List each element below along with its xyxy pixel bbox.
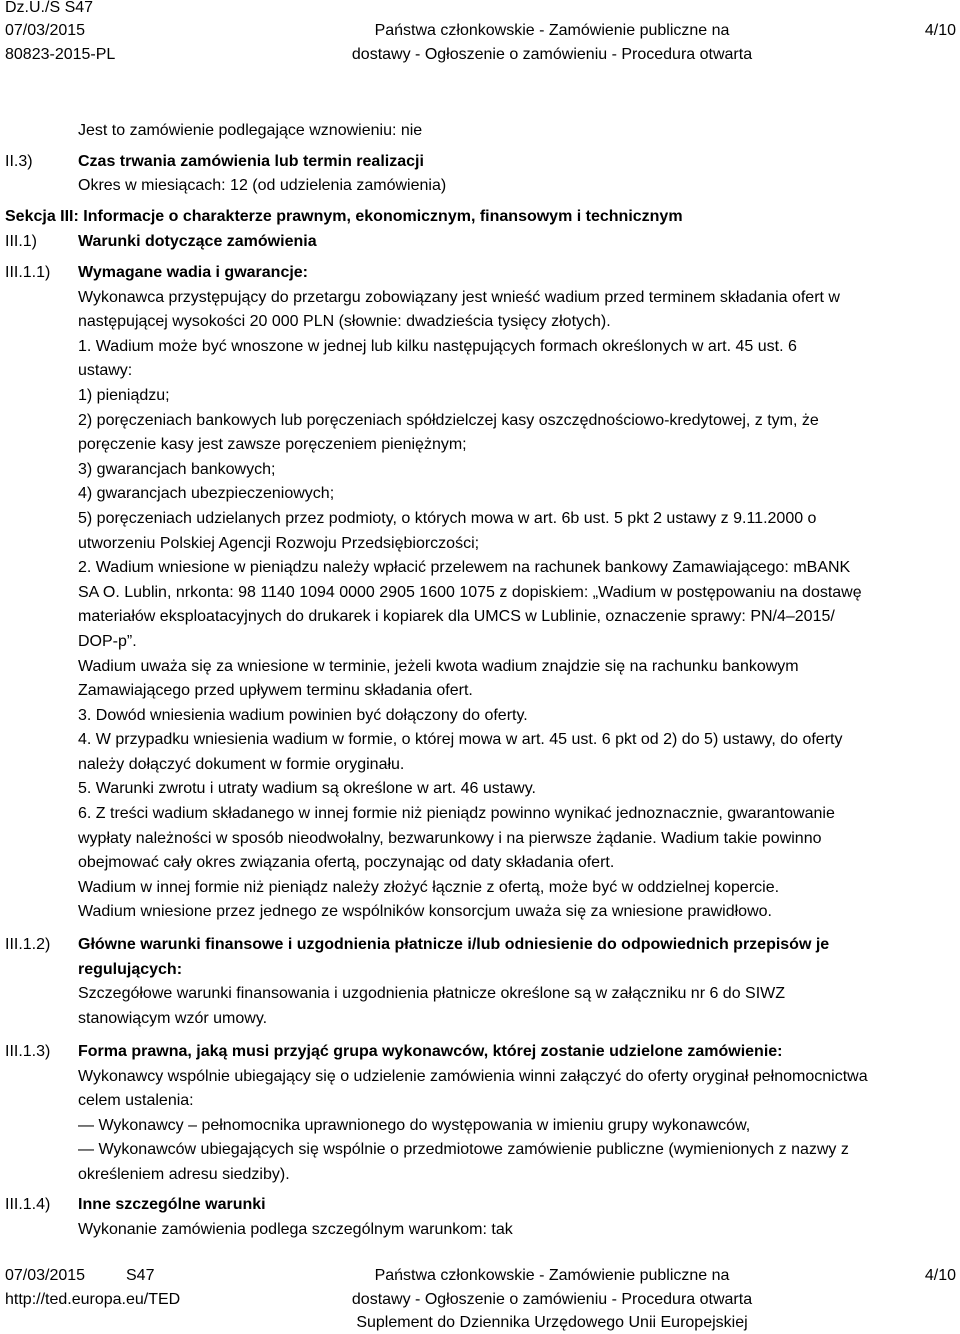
text-line: obejmować cały okres związania ofertą, poczynając od daty składania ofert. (78, 854, 615, 872)
text-line: 3) gwarancjach bankowych; (78, 460, 276, 478)
text-line: należy dołączyć dokument w formie oryginału. (78, 755, 405, 773)
footer-date: 07/03/2015 (5, 1267, 86, 1284)
footer-title-line2: dostawy - Ogłoszenie o zamówieniu - Procedura otwarta (351, 1291, 753, 1308)
text-line: 6. Z treści wadium składanego w innej formie niż pieniądz powinno wynikać jednoznacznie, gwarantowanie (78, 805, 835, 823)
section-number-iii-1-1: III.1.1) (5, 264, 51, 281)
text-line: Wykonanie zamówienia podlega szczególnym warunkom: tak (78, 1220, 513, 1238)
text-line: 2. Wadium wniesione w pieniądzu należy wpłacić przelewem na rachunek bankowy Zamawiającego: mBANK (78, 559, 851, 577)
section-body-iii-1-4 (78, 1193, 948, 1242)
renewal-text: Jest to zamówienie podlegające wznowieniu: nie (78, 122, 423, 139)
text-line: wypłaty należności w sposób nieodwołalny, bezwarunkowy i na pierwsze żądanie. Wadium takie powinno (78, 829, 822, 847)
section-title-iii-1-2-cont: regulujących: (78, 960, 183, 978)
section-iii-title: Sekcja III: Informacje o charakterze prawnym, ekonomicznym, finansowym i technicznym (5, 208, 683, 225)
text-line: materiałów eksploatacyjnych do drukarek i kopiarek dla UMCS w Lublinie, oznaczenie sprawy: PN/4–2015/ (78, 608, 835, 626)
section-title-ii-3: Czas trwania zamówienia lub termin realizacji (78, 153, 424, 170)
section-number-iii-1: III.1) (5, 233, 38, 250)
text-line: utworzeniu Polskiej Agencji Rozwoju Przedsiębiorczości; (78, 534, 480, 552)
text-line: Szczegółowe warunki finansowania i uzgodnienia płatnicze określone są w załączniku nr 6 do SIWZ (78, 985, 786, 1003)
footer-page-number: 4/10 (924, 1267, 956, 1284)
text-line: Wadium uważa się za wniesione w terminie, jeżeli kwota wadium znajdzie się na rachunku bankowym (78, 657, 799, 675)
header-date: 07/03/2015 (5, 22, 86, 39)
header-title-line2: dostawy - Ogłoszenie o zamówieniu - Procedura otwarta (351, 46, 753, 63)
text-line: 4) gwarancjach ubezpieczeniowych; (78, 485, 335, 503)
footer-series: S47 (126, 1267, 155, 1284)
section-body-iii-1-2 (78, 933, 948, 1031)
text-line: 5) poręczeniach udzielanych przez podmioty, o których mowa w art. 6b ust. 5 pkt 2 ustawy z 9.11.2000 o (78, 509, 817, 527)
text-line: 1. Wadium może być wnoszone w jednej lub kilku następujących formach określonych w art. 45 ust. 6 (78, 337, 797, 355)
text-line: — Wykonawców ubiegających się wspólnie o przedmiotowe zamówienie publiczne (wymienionych z nazwy z (78, 1141, 849, 1159)
text-line: stanowiącym wzór umowy. (78, 1009, 268, 1027)
text-line: Wykonawca przystępujący do przetargu zobowiązany jest wnieść wadium przed terminem składania ofert w (78, 288, 840, 306)
section-title-iii-1-4: Inne szczególne warunki (78, 1196, 266, 1213)
section-number-ii-3: II.3) (5, 153, 33, 170)
section-title-iii-1-2: Główne warunki finansowe i uzgodnienia płatnicze i/lub odniesienie do odpowiednich przepisów je (78, 936, 830, 953)
header-title-line1: Państwa członkowskie - Zamówienie publiczne na (374, 22, 730, 39)
section-title-iii-1-3: Forma prawna, jaką musi przyjąć grupa wykonawców, której zostanie udzielone zamówienie: (78, 1043, 783, 1060)
text-line: DOP-p”. (78, 632, 137, 650)
text-line: 1) pieniądzu; (78, 386, 170, 404)
text-line: poręczenie kasy jest zawsze poręczeniem pieniężnym; (78, 436, 467, 454)
text-line: następującej wysokości 20 000 PLN (słownie: dwadzieścia tysięcy złotych). (78, 313, 611, 331)
text-line: ustawy: (78, 362, 133, 380)
section-text-ii-3: Okres w miesiącach: 12 (od udzielenia zamówienia) (78, 177, 447, 194)
text-line: celem ustalenia: (78, 1092, 194, 1110)
section-number-iii-1-4: III.1.4) (5, 1196, 51, 1213)
header-publication: Dz.U./S S47 (5, 0, 94, 16)
footer-title-line3: Suplement do Dziennika Urzędowego Unii Europejskiej (356, 1314, 748, 1331)
text-line: 5. Warunki zwrotu i utraty wadium są określone w art. 46 ustawy. (78, 780, 536, 798)
footer-title-line1: Państwa członkowskie - Zamówienie publiczne na (374, 1267, 730, 1284)
text-line: Wadium wniesione przez jednego ze wspólników konsorcjum uważa się za wniesione prawidłowo. (78, 903, 772, 921)
text-line: Wadium w innej formie niż pieniądz należy złożyć łącznie z ofertą, może być w oddzielnej kopercie. (78, 878, 780, 896)
text-line: — Wykonawcy – pełnomocnika uprawnionego do występowania w imieniu grupy wykonawców, (78, 1116, 751, 1134)
text-line: 4. W przypadku wniesienia wadium w formie, o której mowa w art. 45 ust. 6 pkt od 2) do 5) ustawy, do oferty (78, 731, 843, 749)
text-line: Wykonawcy wspólnie ubiegający się o udzielenie zamówienia winni załączyć do oferty oryginał pełnomocnictwa (78, 1067, 868, 1085)
section-number-iii-1-3: III.1.3) (5, 1043, 51, 1060)
section-title-iii-1-1: Wymagane wadia i gwarancje: (78, 264, 309, 281)
text-line: Zamawiającego przed upływem terminu składania ofert. (78, 682, 473, 700)
section-number-iii-1-2: III.1.2) (5, 936, 51, 953)
footer-url[interactable]: http://ted.europa.eu/TED (5, 1291, 181, 1308)
text-line: określeniem adresu siedziby). (78, 1165, 290, 1183)
header-ref: 80823-2015-PL (5, 46, 116, 63)
section-body-iii-1-3 (78, 1040, 948, 1188)
header-page-number: 4/10 (924, 22, 956, 39)
text-line: 3. Dowód wniesienia wadium powinien być dołączony do oferty. (78, 706, 528, 724)
section-title-iii-1: Warunki dotyczące zamówienia (78, 233, 317, 250)
text-line: 2) poręczeniach bankowych lub poręczeniach spółdzielczej kasy oszczędnościowo-kredytowej, z tym, że (78, 411, 819, 429)
section-body-iii-1-1 (78, 261, 948, 925)
text-line: SA O. Lublin, nrkonta: 98 1140 1094 0000 2905 1600 1075 z dopiskiem: „Wadium w postępowaniu na dostawę (78, 583, 862, 601)
